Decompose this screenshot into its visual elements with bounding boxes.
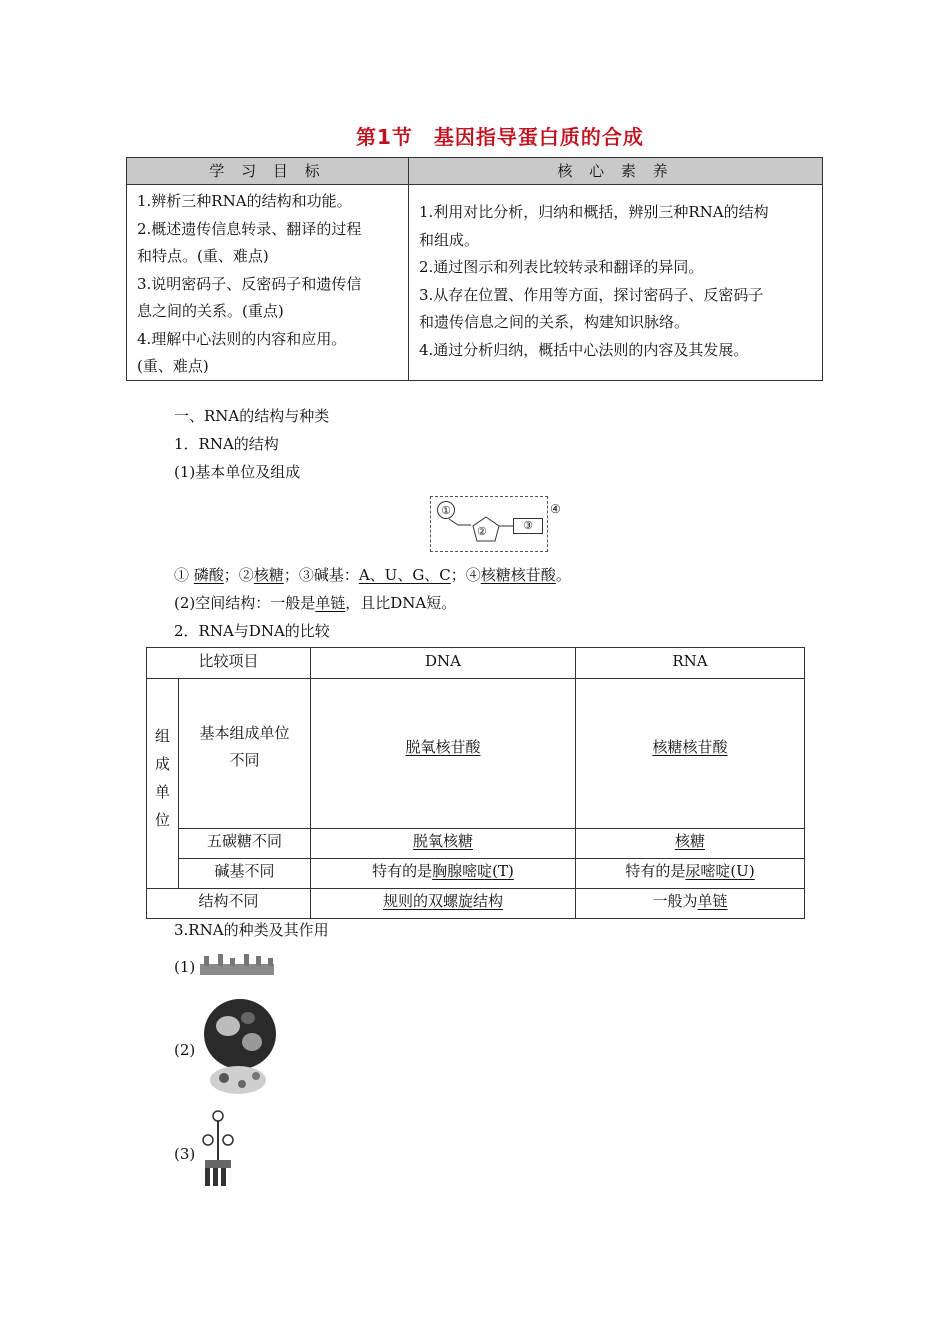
objective-line: 息之间的关系。(重点) [137,302,284,320]
mrna-strand-icon [198,952,278,978]
item-label: (2) [174,1041,196,1059]
dna-base: 特有的是胸腺嘧啶(T) [372,862,514,880]
row-item-sugar: 五碳糖不同 [206,832,282,850]
header-rna: RNA [672,652,708,670]
answer-line: ① 磷酸；②核糖；③碱基：A、U、G、C；④核糖核苷酸。 [174,566,571,584]
objectives-header: 学 习 目 标 [127,158,409,185]
subsection-heading: 1．RNA的结构 [174,435,279,453]
label-2: ② [477,525,487,538]
objective-line: (重、难点) [137,357,209,375]
subsection-heading: 2．RNA与DNA的比较 [174,622,330,640]
row-item-unit: 基本组成单位 不同 [199,724,290,769]
comparison-table [146,647,805,919]
rna-structure: 一般为单链 [652,892,728,910]
objective-line: 4.理解中心法则的内容和应用。 [137,329,347,348]
objective-line: 2.概述遗传信息转录、翻译的过程 [137,219,362,238]
page-title: 第1节 基因指导蛋白质的合成 [356,125,644,149]
rna-sugar: 核糖 [674,832,705,850]
competency-line: 和组成。 [419,230,480,249]
competency-line: 3.从存在位置、作用等方面，探讨密码子、反密码子 [419,285,764,304]
dna-structure: 规则的双螺旋结构 [382,892,503,910]
section-heading: 3.RNA的种类及其作用 [174,921,329,939]
objectives-list [137,188,405,381]
answer-nucleotide: 核糖核苷酸 [480,566,556,584]
rna-unit: 核糖核苷酸 [652,738,728,756]
answer-ribose: 核糖 [253,566,284,584]
competencies-header: 核 心 素 养 [409,158,822,185]
trna-icon [198,1108,238,1190]
dna-unit: 脱氧核苷酸 [405,738,481,756]
objectives-table [126,157,823,381]
label-3: ③ [513,518,543,534]
competencies-list [419,199,815,364]
objective-line: 3.说明密码子、反密码子和遗传信 [137,274,362,293]
item-label: (3) [174,1145,196,1163]
section-heading: 一、RNA的结构与种类 [174,407,330,425]
competency-line: 和遗传信息之间的关系，构建知识脉络。 [419,313,690,331]
competency-line: 1.利用对比分析，归纳和概括，辨别三种RNA的结构 [419,203,769,221]
item-label: (1) [174,958,196,976]
rna-base: 特有的是尿嘧啶(U) [625,862,755,880]
answer-phosphate: 磷酸 [193,566,224,584]
label-1: ① [437,501,455,519]
nucleotide-diagram [430,496,548,552]
competency-line: 2.通过图示和列表比较转录和翻译的异同。 [419,258,704,276]
header-dna: DNA [425,652,461,670]
subsection-heading: (1)基本单位及组成 [174,463,301,481]
group-label: 组 成 单 位 [154,727,170,829]
objective-line: 和特点。(重、难点) [137,247,269,265]
competency-line: 4.通过分析归纳，概括中心法则的内容及其发展。 [419,340,749,359]
answer-bases: A、U、G、C [358,566,451,584]
header-item: 比较项目 [198,652,259,670]
label-4: ④ [550,502,561,516]
row-item-base: 碱基不同 [214,862,275,880]
objective-line: 1.辨析三种RNA的结构和功能。 [137,192,352,210]
answer-single-strand: 单链 [315,594,346,612]
dna-sugar: 脱氧核糖 [412,832,473,850]
ribosome-icon [200,996,280,1098]
row-item-structure: 结构不同 [198,892,259,910]
spatial-structure-line: (2)空间结构：一般是单链，且比DNA短。 [174,594,457,612]
